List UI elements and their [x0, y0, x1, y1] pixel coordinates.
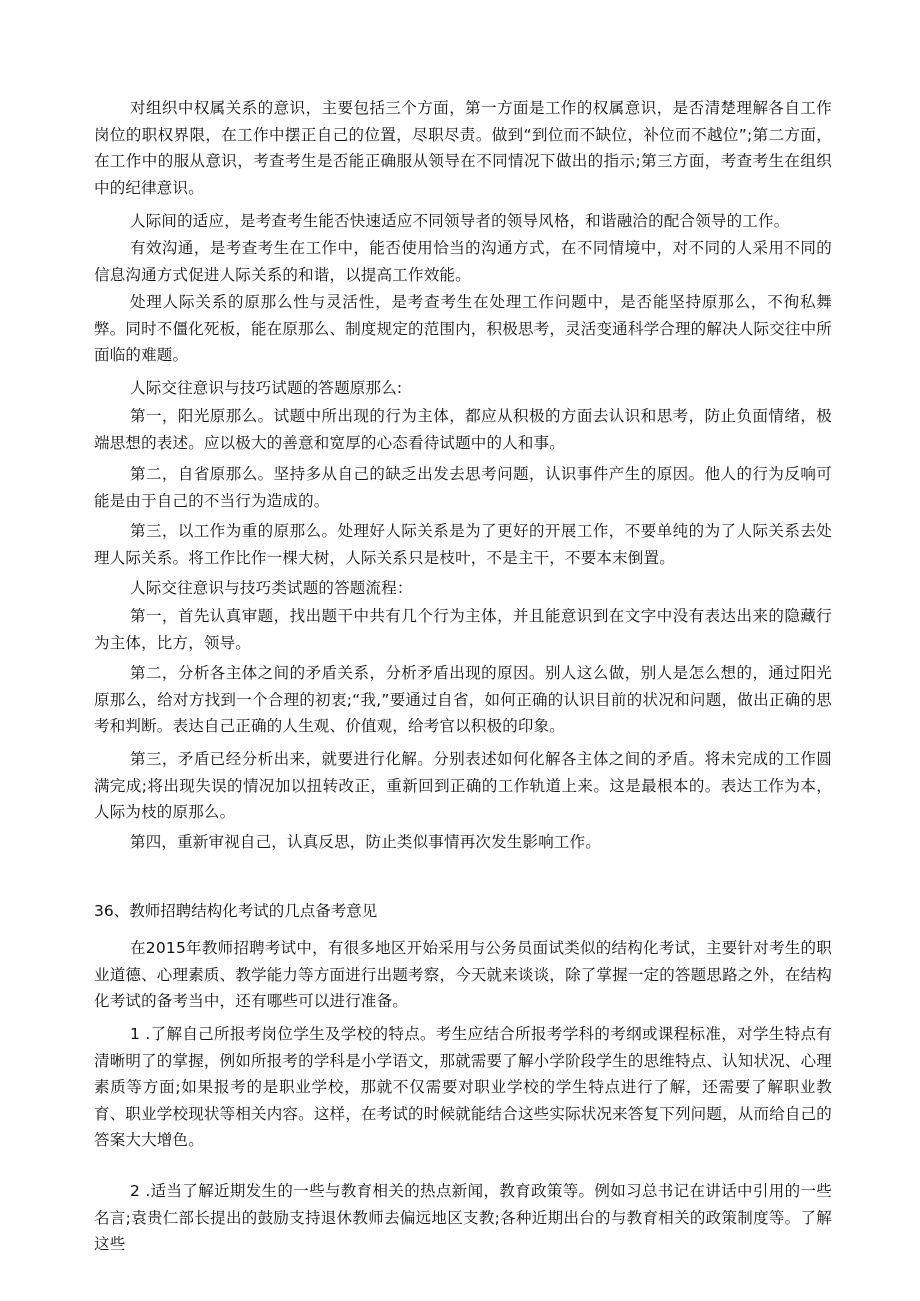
paragraph-answer-process-title: 人际交往意识与技巧类试题的答题流程： [130, 579, 413, 597]
section-heading: 36、教师招聘结构化考试的几点备考意见 [94, 902, 378, 920]
paragraph-process-step-4: 第四，重新审视自己，认真反思，防止类似事情再次发生影响工作。 [130, 833, 602, 851]
paragraph-tip-2: 2 .适当了解近期发生的一些与教育相关的热点新闻，教育政策等。例如习总书记在讲话中引用的一些名言;袁贵仁部长提出的鼓励支持退休教师去偏远地区支教;各种近期出台的与教育相关的政策制度等。了解这些 [94, 1182, 832, 1253]
paragraph-authority-awareness: 对组织中权属关系的意识，主要包括三个方面，第一方面是工作的权属意识，是否清楚理解各自工作岗位的职权界限，在工作中摆正自己的位置，尽职尽责。做到“到位而不缺位，补位而不越位”;第二方面，在工作中的服从意识，考查考生是否能正确服从领导在不同情况下做出的指示;第三方面，考查考生在组织中的纪律意识。 [94, 99, 832, 197]
paragraph-section-intro: 在2015年教师招聘考试中，有很多地区开始采用与公务员面试类似的结构化考试，主要针对考生的职业道德、心理素质、教学能力等方面进行出题考察，今天就来谈谈，除了掌握一定的答题思路之外，在结构化考试的备考当中，还有哪些可以进行准备。 [94, 939, 832, 1010]
paragraph-answer-principles-title: 人际交往意识与技巧试题的答题原那么: [130, 379, 403, 397]
paragraph-tip-1: 1 .了解自己所报考岗位学生及学校的特点。考生应结合所报考学科的考纲或课程标准，对学生特点有清晰明了的掌握，例如所报考的学科是小学语文，那就需要了解小学阶段学生的思维特点、认知状况、心理素质等方面;如果报考的是职业学校，那就不仅需要对职业学校的学生特点进行了解，还需要了解职业教育、职业学校现状等相关内容。这样，在考试的时候就能结合这些实际状况来答复下列问题，从而给自己的答案大大增色。 [94, 1025, 832, 1149]
paragraph-principle-sunshine: 第一，阳光原那么。试题中所出现的行为主体，都应从积极的方面去认识和思考，防止负面情绪，极端思想的表述。应以极大的善意和宽厚的心态看待试题中的人和事。 [94, 407, 832, 452]
paragraph-process-step-1: 第一，首先认真审题，找出题干中共有几个行为主体，并且能意识到在文字中没有表达出来的隐藏行为主体，比方，领导。 [94, 607, 832, 652]
paragraph-adaptation: 人际间的适应，是考查考生能否快速适应不同领导者的领导风格，和谐融洽的配合领导的工作。 [130, 212, 790, 230]
paragraph-principle-introspection: 第二，自省原那么。坚持多从自己的缺乏出发去思考问题，认识事件产生的原因。他人的行为反响可能是由于自己的不当行为造成的。 [94, 465, 832, 510]
paragraph-principle-flexibility: 处理人际关系的原那么性与灵活性，是考查考生在处理工作问题中，是否能坚持原那么，不徇私舞弊。同时不僵化死板，能在原那么、制度规定的范围内，积极思考，灵活变通科学合理的解决人际交往中所面临的难题。 [94, 293, 832, 364]
paragraph-process-step-2: 第二，分析各主体之间的矛盾关系，分析矛盾出现的原因。别人这么做，别人是怎么想的，通过阳光原那么，给对方找到一个合理的初衷;“我,”要通过自省，如何正确的认识目前的状况和问题，做出正确的思考和判断。表达自己正确的人生观、价值观，给考官以积极的印象。 [94, 664, 832, 735]
paragraph-communication: 有效沟通，是考查考生在工作中，能否使用恰当的沟通方式，在不同情境中，对不同的人采用不同的信息沟通方式促进人际关系的和谐，以提高工作效能。 [94, 239, 832, 284]
paragraph-process-step-3: 第三，矛盾已经分析出来，就要进行化解。分别表述如何化解各主体之间的矛盾。将未完成的工作圆满完成;将出现失误的情况加以扭转改正，重新回到正确的工作轨道上来。这是最根本的。表达工作为本，人际为枝的原那么。 [94, 750, 832, 821]
paragraph-principle-work-first: 第三，以工作为重的原那么。处理好人际关系是为了更好的开展工作，不要单纯的为了人际关系去处理人际关系。将工作比作一棵大树，人际关系只是枝叶，不是主干，不要本末倒置。 [94, 522, 832, 567]
